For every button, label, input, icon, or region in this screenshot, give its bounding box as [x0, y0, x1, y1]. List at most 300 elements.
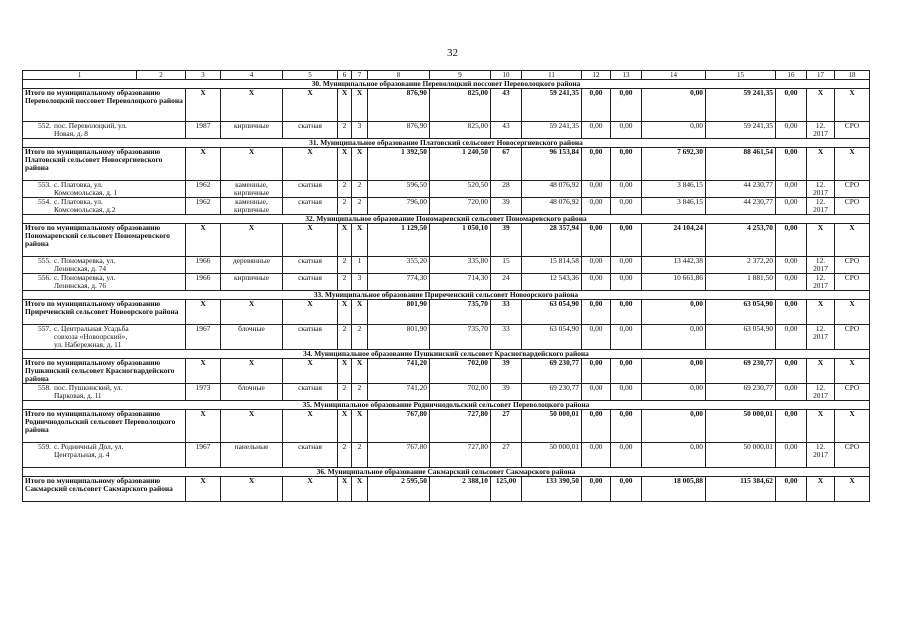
total-c9: 727,80: [430, 410, 491, 443]
total-c11: 50 000,01: [522, 410, 582, 443]
column-number: 17: [807, 71, 835, 80]
c16: 0,00: [776, 325, 807, 350]
planned-date: 12. 2017: [807, 198, 835, 215]
total-c4: Х: [221, 410, 283, 443]
column-number: 6: [338, 71, 352, 80]
entrances: 3: [352, 274, 368, 291]
total-c11: 63 054,90: [522, 300, 582, 325]
entrances: 1: [352, 257, 368, 274]
total-c7: Х: [352, 410, 368, 443]
c12: 0,00: [582, 122, 611, 139]
c13: 0,00: [611, 198, 642, 215]
house-number: 558.: [38, 383, 51, 392]
total-name: Итого по муниципальному образованию Пушкинский сельсовет Красногвардейского района: [23, 359, 186, 384]
total-c16: 0,00: [776, 410, 807, 443]
total-c5: Х: [283, 359, 338, 384]
total-c18: Х: [835, 477, 870, 502]
entrances: 2: [352, 325, 368, 350]
table-row: [23, 198, 870, 215]
total-c15: 59 241,35: [706, 89, 776, 122]
c13: 0,00: [611, 181, 642, 198]
total-c5: Х: [283, 148, 338, 181]
residents: 39: [491, 384, 522, 401]
total-c15: 50 000,01: [706, 410, 776, 443]
roof-type: скатная: [283, 257, 338, 274]
total-c8: 876,90: [368, 89, 430, 122]
section-total-row: [23, 300, 870, 325]
c15: 59 241,35: [706, 122, 776, 139]
living-area: 702,00: [430, 384, 491, 401]
total-c18: Х: [835, 410, 870, 443]
c12: 0,00: [582, 198, 611, 215]
c14: 0,00: [642, 122, 706, 139]
total-c10: 67: [491, 148, 522, 181]
c15: 1 881,50: [706, 274, 776, 291]
planned-date: 12. 2017: [807, 384, 835, 401]
section-header-row: [23, 139, 870, 148]
column-number: 7: [352, 71, 368, 80]
section-header-spacer: 30. Муниципальное образование Переволоцкий поссовет Переволоцкого района: [23, 80, 870, 89]
total-c10: 33: [491, 300, 522, 325]
house-number: 554.: [38, 197, 51, 206]
table-row: [23, 325, 870, 350]
total-area: 355,20: [368, 257, 430, 274]
total-c3: Х: [186, 410, 221, 443]
repair-method: СРО: [835, 257, 870, 274]
c16: 0,00: [776, 257, 807, 274]
total-c9: 1 240,50: [430, 148, 491, 181]
total-c6: Х: [338, 300, 352, 325]
section-total-row: [23, 410, 870, 443]
total-c4: Х: [221, 224, 283, 257]
roof-type: скатная: [283, 181, 338, 198]
total-c9: 702,00: [430, 359, 491, 384]
repair-method: СРО: [835, 122, 870, 139]
total-area: 774,30: [368, 274, 430, 291]
total-c3: Х: [186, 224, 221, 257]
total-c5: Х: [283, 224, 338, 257]
total-c12: 0,00: [582, 300, 611, 325]
total-c7: Х: [352, 300, 368, 325]
total-area: 767,80: [368, 443, 430, 468]
total-c4: Х: [221, 359, 283, 384]
c12: 0,00: [582, 384, 611, 401]
total-c9: 825,00: [430, 89, 491, 122]
house-address-cell: [23, 443, 186, 468]
total-c8: 1 392,50: [368, 148, 430, 181]
total-c16: 0,00: [776, 89, 807, 122]
total-c14: 18 005,88: [642, 477, 706, 502]
total-c17: Х: [807, 410, 835, 443]
roof-type: скатная: [283, 443, 338, 468]
c16: 0,00: [776, 443, 807, 468]
total-c14: 7 692,30: [642, 148, 706, 181]
repair-cost: 15 814,58: [522, 257, 582, 274]
house-address: пос. Пушкинский, ул. Парковая, д. 11: [54, 383, 123, 400]
total-c13: 0,00: [611, 477, 642, 502]
c12: 0,00: [582, 257, 611, 274]
total-c17: Х: [807, 359, 835, 384]
c15: 44 230,77: [706, 198, 776, 215]
total-c14: 0,00: [642, 410, 706, 443]
section-header-row: [23, 80, 870, 89]
house-number: 555.: [38, 256, 51, 265]
c14: 3 846,15: [642, 198, 706, 215]
section-header-row: [23, 350, 870, 359]
total-c17: Х: [807, 300, 835, 325]
section-total-row: [23, 224, 870, 257]
living-area: 727,80: [430, 443, 491, 468]
total-c12: 0,00: [582, 410, 611, 443]
house-address-cell: [23, 274, 186, 291]
total-c4: Х: [221, 89, 283, 122]
living-area: 714,30: [430, 274, 491, 291]
house-address-cell: [23, 325, 186, 350]
entrances: 2: [352, 443, 368, 468]
house-address: с. Пономаревка, ул. Ленинская, д. 74: [54, 256, 116, 273]
c14: 0,00: [642, 325, 706, 350]
build-year: 1962: [186, 181, 221, 198]
total-c18: Х: [835, 89, 870, 122]
column-number: 10: [491, 71, 522, 80]
total-c5: Х: [283, 300, 338, 325]
planned-date: 12. 2017: [807, 122, 835, 139]
total-c13: 0,00: [611, 410, 642, 443]
section-total-row: [23, 359, 870, 384]
c16: 0,00: [776, 384, 807, 401]
c15: 63 054,90: [706, 325, 776, 350]
total-c17: Х: [807, 89, 835, 122]
c12: 0,00: [582, 181, 611, 198]
floors: 2: [338, 122, 352, 139]
total-c6: Х: [338, 477, 352, 502]
c13: 0,00: [611, 443, 642, 468]
house-address: с. Родничный Дол, ул. Центральная, д. 4: [54, 442, 124, 459]
build-year: 1973: [186, 384, 221, 401]
total-name: Итого по муниципальному образованию Платовский сельсовет Новосергиевского района: [23, 148, 186, 181]
total-c11: 133 390,50: [522, 477, 582, 502]
section-total-row: [23, 477, 870, 502]
c16: 0,00: [776, 274, 807, 291]
column-number: 13: [611, 71, 642, 80]
total-area: 801,90: [368, 325, 430, 350]
living-area: 335,80: [430, 257, 491, 274]
total-area: 876,90: [368, 122, 430, 139]
c15: 2 372,20: [706, 257, 776, 274]
total-c11: 59 241,35: [522, 89, 582, 122]
total-c11: 69 230,77: [522, 359, 582, 384]
section-header-spacer: 35. Муниципальное образование Родничнодольский сельсовет Переволоцкого района: [23, 401, 870, 410]
total-c17: Х: [807, 148, 835, 181]
total-c6: Х: [338, 224, 352, 257]
planned-date: 12. 2017: [807, 257, 835, 274]
house-address-cell: [23, 198, 186, 215]
entrances: 2: [352, 198, 368, 215]
column-number: 12: [582, 71, 611, 80]
column-number: 14: [642, 71, 706, 80]
total-c7: Х: [352, 89, 368, 122]
total-c11: 96 153,84: [522, 148, 582, 181]
build-year: 1987: [186, 122, 221, 139]
total-c7: Х: [352, 224, 368, 257]
repair-cost: 48 076,92: [522, 181, 582, 198]
living-area: 735,70: [430, 325, 491, 350]
total-name: Итого по муниципальному образованию Родничнодольский сельсовет Переволоцкого района: [23, 410, 186, 443]
section-header-spacer: 34. Муниципальное образование Пушкинский сельсовет Красногвардейского района: [23, 350, 870, 359]
column-number: 18: [835, 71, 870, 80]
living-area: 720,00: [430, 198, 491, 215]
c12: 0,00: [582, 325, 611, 350]
roof-type: скатная: [283, 122, 338, 139]
residents: 39: [491, 198, 522, 215]
c13: 0,00: [611, 257, 642, 274]
build-year: 1966: [186, 257, 221, 274]
floors: 2: [338, 181, 352, 198]
c14: 0,00: [642, 443, 706, 468]
floors: 2: [338, 325, 352, 350]
wall-material: кирпичные: [221, 122, 283, 139]
total-c9: 735,70: [430, 300, 491, 325]
floors: 2: [338, 257, 352, 274]
section-header-row: [23, 401, 870, 410]
repair-method: СРО: [835, 198, 870, 215]
total-c17: Х: [807, 224, 835, 257]
total-c13: 0,00: [611, 359, 642, 384]
section-header-spacer: 33. Муниципальное образование Приреченский сельсовет Новоорского района: [23, 291, 870, 300]
total-c16: 0,00: [776, 359, 807, 384]
house-address-cell: [23, 257, 186, 274]
column-number: 16: [776, 71, 807, 80]
column-number: 15: [706, 71, 776, 80]
total-c12: 0,00: [582, 148, 611, 181]
house-address: с. Платовка, ул. Комсомольская, д.2: [54, 197, 116, 214]
column-number: 4: [221, 71, 283, 80]
total-c14: 24 104,24: [642, 224, 706, 257]
section-header-spacer: 32. Муниципальное образование Пономаревский сельсовет Пономаревского района: [23, 215, 870, 224]
total-c5: Х: [283, 89, 338, 122]
total-name: Итого по муниципальному образованию Приреченский сельсовет Новоорского района: [23, 300, 186, 325]
total-c10: 125,00: [491, 477, 522, 502]
c15: 69 230,77: [706, 384, 776, 401]
section-header-row: [23, 291, 870, 300]
house-address: с. Центральная Усадьба совхоза «Новоорский», ул. Набережная, д. 11: [54, 324, 129, 349]
total-name: Итого по муниципальному образованию Переволоцкий поссовет Переволоцкого района: [23, 89, 186, 122]
repair-cost: 50 000,01: [522, 443, 582, 468]
entrances: 2: [352, 181, 368, 198]
total-area: 796,00: [368, 198, 430, 215]
total-c16: 0,00: [776, 477, 807, 502]
repair-method: СРО: [835, 384, 870, 401]
column-number: 1: [23, 71, 137, 80]
c14: 10 661,86: [642, 274, 706, 291]
house-number: 552.: [38, 121, 51, 130]
floors: 2: [338, 443, 352, 468]
total-c10: 27: [491, 410, 522, 443]
repair-cost: 63 054,90: [522, 325, 582, 350]
c13: 0,00: [611, 384, 642, 401]
table-row: [23, 122, 870, 139]
table-row: [23, 181, 870, 198]
living-area: 520,50: [430, 181, 491, 198]
total-c8: 741,20: [368, 359, 430, 384]
c14: 13 442,38: [642, 257, 706, 274]
total-c4: Х: [221, 477, 283, 502]
section-header-spacer: 31. Муниципальное образование Платовский сельсовет Новосергиевского района: [23, 139, 870, 148]
living-area: 825,00: [430, 122, 491, 139]
column-number: 2: [137, 71, 186, 80]
roof-type: скатная: [283, 384, 338, 401]
floors: 2: [338, 198, 352, 215]
total-c3: Х: [186, 89, 221, 122]
column-number: 9: [430, 71, 491, 80]
c15: 44 230,77: [706, 181, 776, 198]
total-c14: 0,00: [642, 89, 706, 122]
table-row: [23, 443, 870, 468]
floors: 2: [338, 384, 352, 401]
total-name: Итого по муниципальному образованию Пономаревский сельсовет Пономаревского района: [23, 224, 186, 257]
house-number: 556.: [38, 273, 51, 282]
total-c6: Х: [338, 148, 352, 181]
total-name: Итого по муниципальному образованию Сакмарский сельсовет Сакмарского района: [23, 477, 186, 502]
total-c12: 0,00: [582, 359, 611, 384]
repair-method: СРО: [835, 443, 870, 468]
house-number: 553.: [38, 180, 51, 189]
build-year: 1967: [186, 325, 221, 350]
total-c13: 0,00: [611, 89, 642, 122]
house-address: пос. Переволоцкий, ул. Новая, д. 8: [54, 121, 127, 138]
table-row: [23, 384, 870, 401]
total-c6: Х: [338, 359, 352, 384]
house-address: с. Платовка, ул. Комсомольская, д. 1: [54, 180, 118, 197]
total-c3: Х: [186, 300, 221, 325]
total-area: 596,50: [368, 181, 430, 198]
table-body: [23, 71, 870, 502]
repair-method: СРО: [835, 274, 870, 291]
total-c4: Х: [221, 148, 283, 181]
total-c5: Х: [283, 410, 338, 443]
total-c15: 4 253,70: [706, 224, 776, 257]
total-c5: Х: [283, 477, 338, 502]
section-header-row: [23, 468, 870, 477]
c14: 3 846,15: [642, 181, 706, 198]
wall-material: блочные: [221, 384, 283, 401]
floors: 2: [338, 274, 352, 291]
entrances: 3: [352, 122, 368, 139]
total-c13: 0,00: [611, 300, 642, 325]
entrances: 2: [352, 384, 368, 401]
planned-date: 12. 2017: [807, 181, 835, 198]
c16: 0,00: [776, 198, 807, 215]
house-number: 559.: [38, 442, 51, 451]
c13: 0,00: [611, 325, 642, 350]
page-number: 32: [447, 47, 458, 59]
total-c7: Х: [352, 148, 368, 181]
total-c7: Х: [352, 359, 368, 384]
wall-material: блочные: [221, 325, 283, 350]
house-address-cell: [23, 384, 186, 401]
total-c6: Х: [338, 89, 352, 122]
housing-repair-table: [22, 70, 870, 502]
residents: 15: [491, 257, 522, 274]
total-c6: Х: [338, 410, 352, 443]
section-header-row: [23, 215, 870, 224]
roof-type: скатная: [283, 274, 338, 291]
total-c15: 69 230,77: [706, 359, 776, 384]
repair-method: СРО: [835, 181, 870, 198]
total-c15: 63 054,90: [706, 300, 776, 325]
total-c16: 0,00: [776, 148, 807, 181]
residents: 33: [491, 325, 522, 350]
build-year: 1966: [186, 274, 221, 291]
section-total-row: [23, 89, 870, 122]
planned-date: 12. 2017: [807, 274, 835, 291]
total-c8: 767,80: [368, 410, 430, 443]
repair-cost: 69 230,77: [522, 384, 582, 401]
table-row: [23, 274, 870, 291]
house-address-cell: [23, 181, 186, 198]
total-c14: 0,00: [642, 359, 706, 384]
residents: 28: [491, 181, 522, 198]
column-number-row: [23, 71, 870, 80]
total-c15: 115 384,62: [706, 477, 776, 502]
c15: 50 000,01: [706, 443, 776, 468]
total-c9: 2 388,10: [430, 477, 491, 502]
total-c12: 0,00: [582, 224, 611, 257]
c16: 0,00: [776, 181, 807, 198]
total-c10: 43: [491, 89, 522, 122]
build-year: 1962: [186, 198, 221, 215]
total-c11: 28 357,94: [522, 224, 582, 257]
column-number: 3: [186, 71, 221, 80]
total-c12: 0,00: [582, 89, 611, 122]
wall-material: деревянные: [221, 257, 283, 274]
planned-date: 12. 2017: [807, 325, 835, 350]
wall-material: каменные, кирпичные: [221, 181, 283, 198]
column-number: 11: [522, 71, 582, 80]
total-c15: 88 461,54: [706, 148, 776, 181]
total-c3: Х: [186, 359, 221, 384]
total-c16: 0,00: [776, 224, 807, 257]
total-c16: 0,00: [776, 300, 807, 325]
build-year: 1967: [186, 443, 221, 468]
total-c9: 1 050,10: [430, 224, 491, 257]
table-row: [23, 257, 870, 274]
residents: 43: [491, 122, 522, 139]
column-number: 5: [283, 71, 338, 80]
total-c10: 39: [491, 224, 522, 257]
total-c12: 0,00: [582, 477, 611, 502]
column-number: 8: [368, 71, 430, 80]
repair-cost: 48 076,92: [522, 198, 582, 215]
total-c8: 1 129,50: [368, 224, 430, 257]
wall-material: панельные: [221, 443, 283, 468]
total-c14: 0,00: [642, 300, 706, 325]
house-address: с. Пономаревка, ул. Ленинская, д. 76: [54, 273, 116, 290]
roof-type: скатная: [283, 198, 338, 215]
total-c18: Х: [835, 359, 870, 384]
c13: 0,00: [611, 122, 642, 139]
total-area: 741,20: [368, 384, 430, 401]
total-c18: Х: [835, 300, 870, 325]
c14: 0,00: [642, 384, 706, 401]
total-c3: Х: [186, 477, 221, 502]
c16: 0,00: [776, 122, 807, 139]
roof-type: скатная: [283, 325, 338, 350]
residents: 24: [491, 274, 522, 291]
total-c17: Х: [807, 477, 835, 502]
total-c8: 2 595,50: [368, 477, 430, 502]
c12: 0,00: [582, 274, 611, 291]
